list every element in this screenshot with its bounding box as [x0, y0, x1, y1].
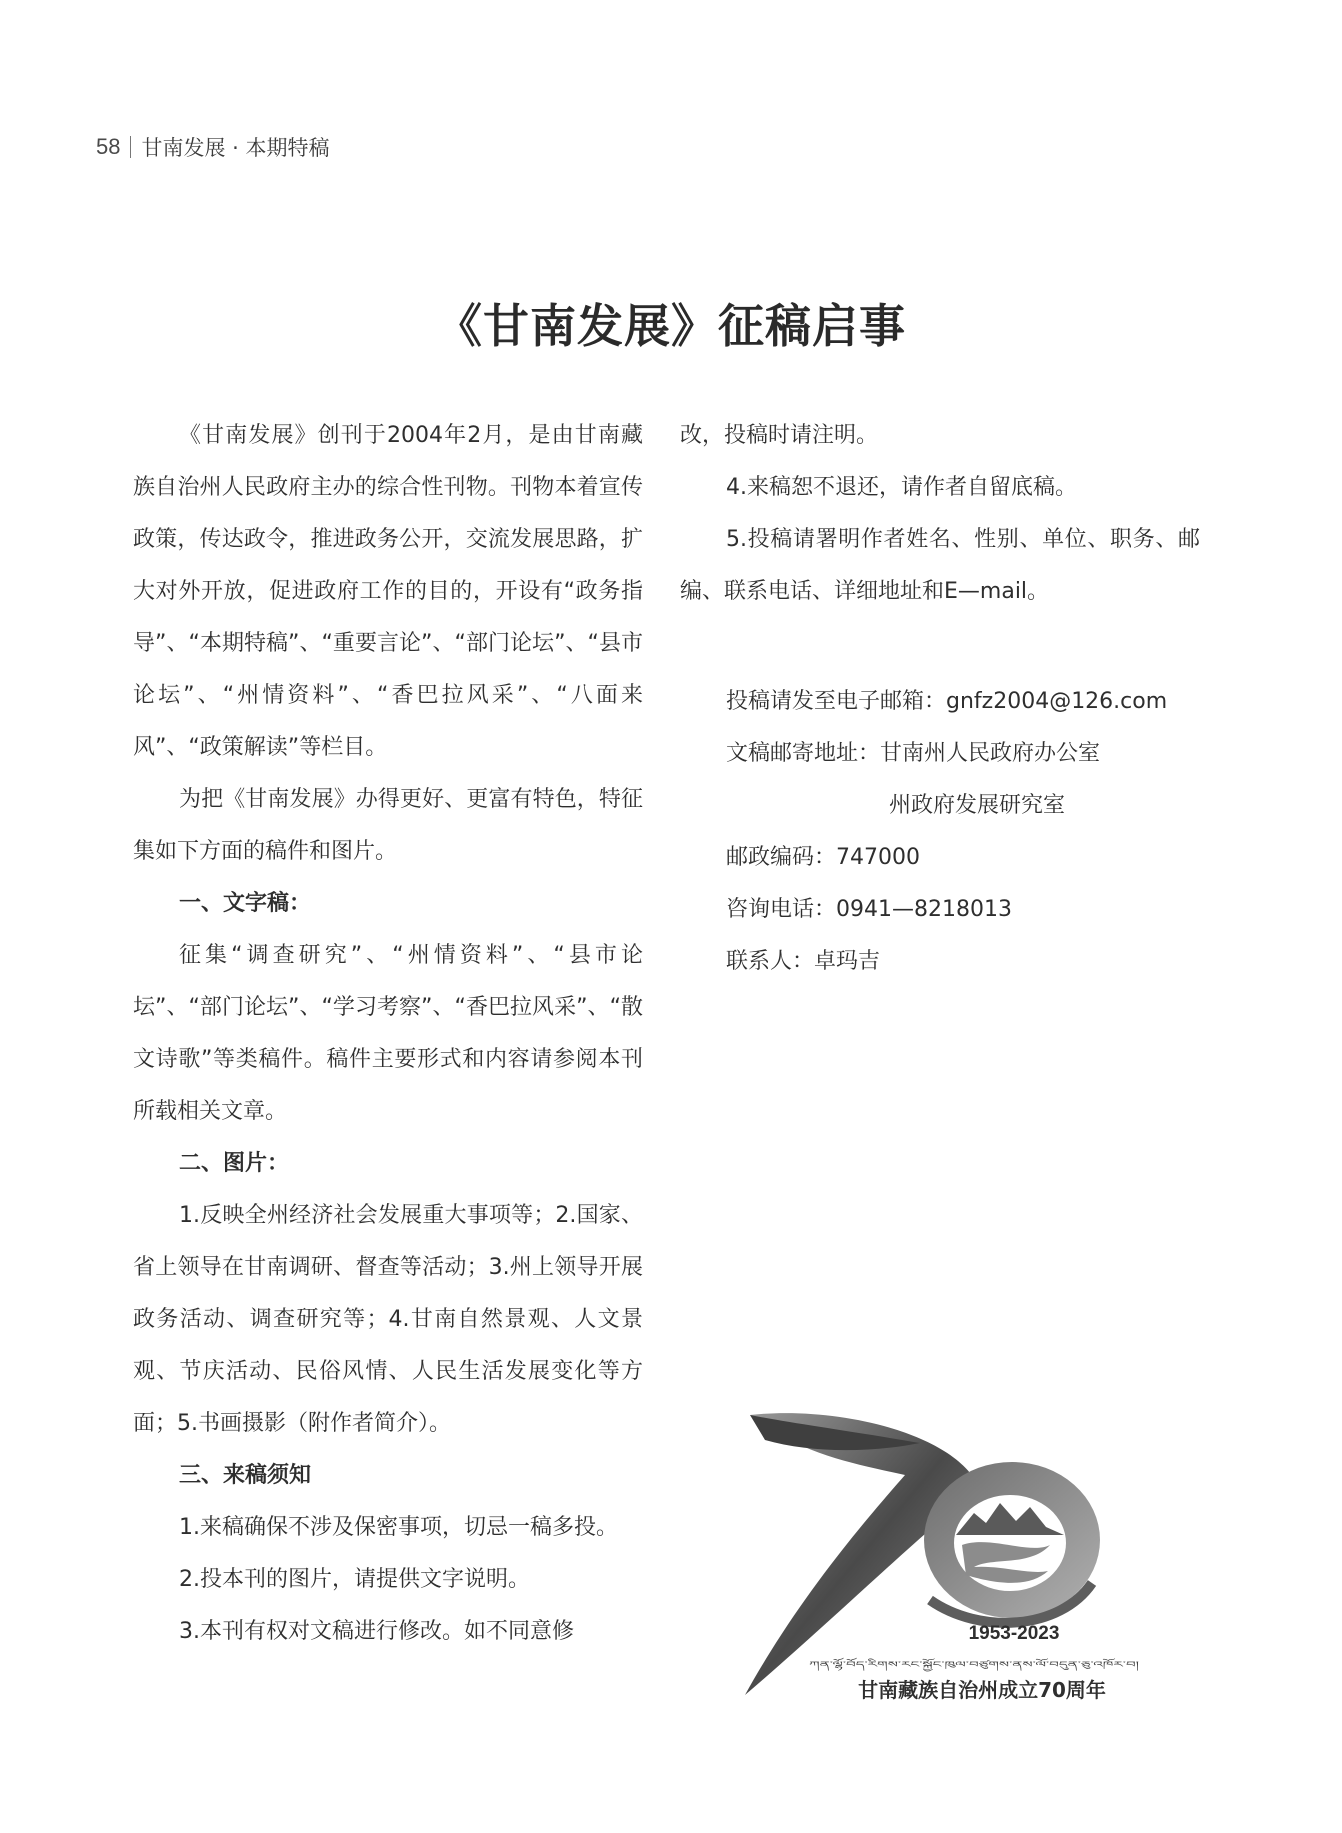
- purpose-paragraph: 为把《甘南发展》办得更好、更富有特色，特征集如下方面的稿件和图片。: [133, 787, 643, 864]
- image-submissions-paragraph: 1.反映全州经济社会发展重大事项等；2.国家、省上领导在甘南调研、督查等活动；3.州上领导开展政务活动、调查研究等；4.甘南自然景观、人文景观、节庆活动、民俗风情、人民生活发展变化等方面；5.书画摄影（附作者简介）。: [133, 1203, 643, 1436]
- note-3-start: 3.本刊有权对文稿进行修改。如不同意修: [179, 1619, 574, 1644]
- page-title: 《甘南发展》征稿启事: [436, 299, 906, 353]
- note-4: 4.来稿恕不退还，请作者自留底稿。: [726, 475, 1077, 500]
- emblem-years: 1953-2023: [968, 1623, 1060, 1644]
- contact-person: 联系人：卓玛吉: [726, 949, 881, 974]
- header-section: 甘南发展 · 本期特稿: [141, 136, 330, 160]
- contact-address: 文稿邮寄地址：甘南州人民政府办公室: [726, 741, 1101, 766]
- text-submissions-paragraph: 征集“调查研究”、“州情资料”、“县市论坛”、“部门论坛”、“学习考察”、“香巴拉风采”、“散文诗歌”等类稿件。稿件主要形式和内容请参阅本刊所载相关文章。: [133, 943, 643, 1124]
- note-1: 1.来稿确保不涉及保密事项，切忌一稿多投。: [179, 1515, 618, 1540]
- section-heading-images: 二、图片：: [179, 1151, 290, 1176]
- contact-address-dept: 州政府发展研究室: [889, 793, 1066, 818]
- section-heading-notes: 三、来稿须知: [179, 1463, 312, 1488]
- note-2: 2.投本刊的图片，请提供文字说明。: [179, 1567, 530, 1592]
- note-5: 5.投稿请署明作者姓名、性别、单位、职务、邮编、联系电话、详细地址和E—mail。: [680, 527, 1200, 604]
- contact-postcode: 邮政编码：747000: [726, 845, 920, 870]
- emblem-tibetan-text: ཀན་ལྷོ་བོད་རིགས་རང་སྐྱོང་ཁུལ་བཙུགས་ནས་ལོ་བདུན་ཅུ་འཁོར་བ།: [809, 1660, 984, 1669]
- anniversary-emblem-icon: [730, 1395, 1170, 1715]
- intro-paragraph: 《甘南发展》创刊于2004年2月，是由甘南藏族自治州人民政府主办的综合性刊物。刊物本着宣传政策，传达政令，推进政务公开，交流发展思路，扩大对外开放，促进政府工作的目的，开设有“政务指导”、“本期特稿”、“重要言论”、“部门论坛”、“县市论坛”、“州情资料”、“香巴拉风采”、“八面来风”、“政策解读”等栏目。: [133, 423, 643, 760]
- emblem-caption: 甘南藏族自治州成立70周年: [858, 1678, 1106, 1702]
- page-number: 58: [96, 134, 121, 159]
- header-divider: [130, 136, 131, 158]
- running-header: [96, 132, 330, 162]
- contact-phone: 咨询电话：0941—8218013: [726, 897, 1012, 922]
- contact-block: [726, 676, 1167, 988]
- right-column: [680, 410, 1200, 618]
- note-3-end: 改，投稿时请注明。: [680, 423, 879, 448]
- left-column: [133, 410, 643, 1658]
- contact-email: 投稿请发至电子邮箱：gnfz2004@126.com: [726, 689, 1168, 714]
- section-heading-text: 一、文字稿：: [179, 891, 312, 916]
